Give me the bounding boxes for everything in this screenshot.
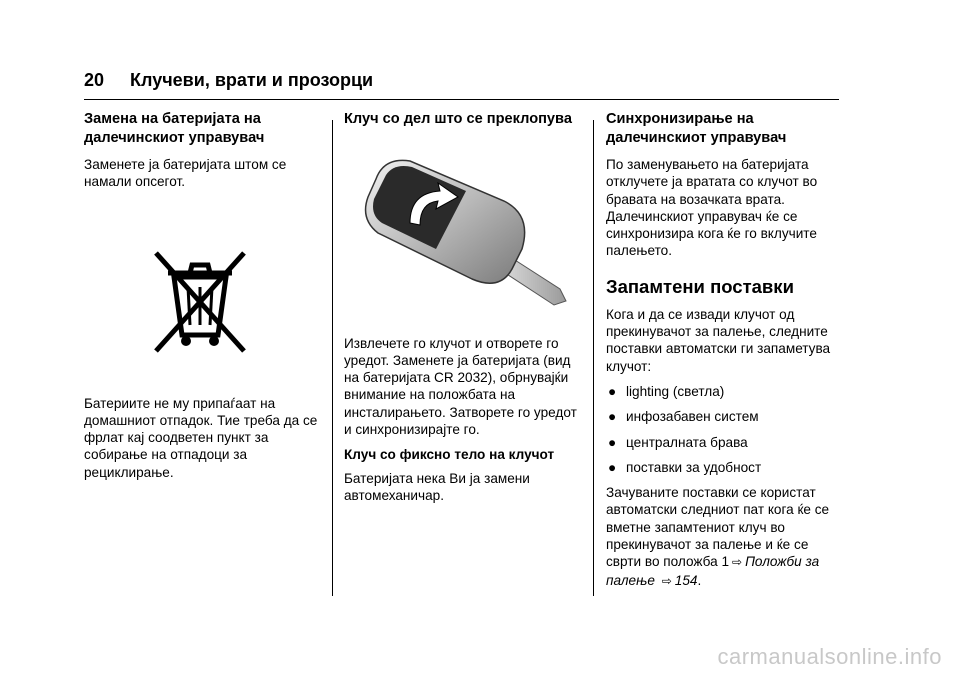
column-divider-1 — [332, 120, 333, 596]
crossed-bin-icon — [150, 251, 250, 355]
folding-key-image — [354, 149, 574, 319]
battery-replacement-intro: Заменете ја батеријата штом се намали опсегот. — [84, 157, 287, 190]
memory-usage-text: Зачуваните поставки се користат автоматски следниот пат кога ќе се вметне запамтениот клуч во прекинувачот за палење и ќе се сврти во положба 1 ⇨ Положби за палење ⇨ 154. — [606, 485, 830, 588]
folding-key-heading: Клуч со дел што се преклопува — [344, 111, 572, 127]
bullet-icon: ● — [608, 459, 617, 475]
bullet-icon: ● — [608, 409, 617, 425]
folding-key-instructions: Извлечете го клучот и отворете го уредот. Заменете ја батеријата (вид на батеријата CR 2032), обрнувајќи внимание на положбата на инсталирањето. Затворете го уредот и синхронизирајте го. — [344, 335, 577, 437]
watermark: carmanualsonline.info — [717, 644, 942, 669]
page-reference[interactable]: 154 — [674, 572, 698, 588]
page-header — [84, 70, 839, 100]
header-row — [84, 70, 839, 91]
arrow-icon: ⇨ — [732, 555, 743, 570]
memory-settings-list — [606, 383, 841, 476]
sync-heading: Синхронизирање на далечинскиот управувач — [606, 111, 787, 146]
arrow-icon: ⇨ — [661, 573, 672, 588]
battery-disposal-text: Батериите не му припаѓаат на домашниот отпадок. Тие треба да се фрлат кај соодветен пункт за собирање на отпадоци за рециклирање. — [84, 395, 318, 480]
ignition-positions-link[interactable]: Положби за палење — [606, 554, 820, 588]
page-number: 20 — [84, 70, 105, 90]
column-battery-replacement — [84, 110, 319, 489]
fixed-key-text: Батеријата нека Ви ја замени автомеханичар. — [344, 470, 530, 503]
memory-heading: Запамтени поставки — [606, 275, 794, 297]
column-divider-2 — [593, 120, 594, 596]
fixed-key-heading: Клуч со фиксно тело на клучот — [344, 447, 555, 463]
column-folding-key — [344, 110, 579, 512]
header-rule — [84, 99, 839, 100]
column-sync-memory — [606, 110, 841, 598]
battery-replacement-heading: Замена на батеријата на далечинскиот управувач — [84, 111, 265, 146]
list-item: ● инфозабавен систем — [608, 409, 759, 425]
list-item: ● централната брава — [608, 434, 748, 450]
sync-text: По заменувањето на батеријата отклучете ја вратата со клучот во бравата на возачката врата. Далечинскиот управувач ќе се синхронизира кога ќе го вклучите палењето. — [606, 157, 818, 259]
chapter-title: Клучеви, врати и прозорци — [130, 70, 374, 90]
memory-intro: Кога и да се извади клучот од прекинувачот за палење, следните поставки автоматски ги запаметува клучот: — [606, 306, 831, 374]
list-item: ● lighting (светла) — [608, 383, 725, 399]
bullet-icon: ● — [608, 383, 617, 399]
bullet-icon: ● — [608, 434, 617, 450]
list-item: ● поставки за удобност — [608, 459, 762, 475]
